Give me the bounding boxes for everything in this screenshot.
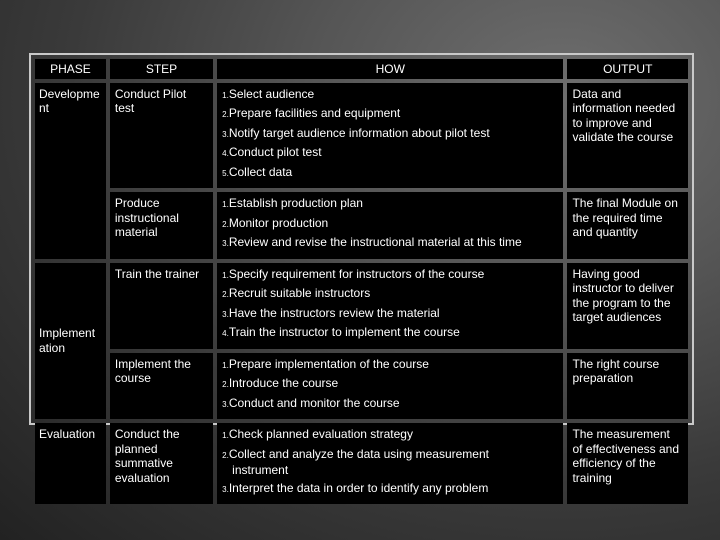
how-item: 2.Recruit suitable instructors: [222, 286, 371, 300]
header-output: OUTPUT: [567, 59, 688, 79]
how-list: [222, 87, 558, 182]
how-item: 1.Establish production plan: [222, 196, 363, 210]
how-item: 3.Interpret the data in order to identify any problem: [222, 480, 489, 495]
phase-cell-implementation: [35, 263, 106, 420]
how-cell: [217, 263, 563, 349]
output-cell: Data and information needed to improve and validate the course: [567, 83, 688, 189]
how-item: 2.Collect and analyze the data using measurement instrument: [222, 446, 489, 477]
output-cell: The right course preparation: [567, 353, 688, 420]
table-row: [35, 192, 688, 259]
phase-label: Evaluation: [39, 427, 96, 441]
table-row: [35, 423, 688, 504]
output-cell: The measurement of effectiveness and efficiency of the training: [567, 423, 688, 504]
how-item: 3.Notify target audience information about pilot test: [222, 125, 490, 140]
how-cell: [217, 353, 563, 420]
how-item: 2.Introduce the course: [222, 376, 339, 390]
table-row: [35, 83, 688, 189]
header-phase: PHASE: [35, 59, 106, 79]
phase-label: Developme nt: [39, 86, 100, 115]
header-step: STEP: [110, 59, 213, 79]
how-item: 5.Collect data: [222, 164, 293, 179]
how-item: 2.Monitor production: [222, 215, 329, 230]
how-item: 4.Conduct pilot test: [222, 145, 322, 159]
step-cell: Train the trainer: [110, 263, 213, 349]
how-list: [222, 267, 558, 342]
output-cell: Having good instructor to deliver the program to the target audiences: [567, 263, 688, 349]
how-item: 2.Prepare facilities and equipment: [222, 106, 401, 120]
how-item: 1.Prepare implementation of the course: [222, 356, 429, 371]
step-cell: Conduct the planned summative evaluation: [110, 423, 213, 504]
phase-label: Implement ation: [39, 326, 96, 355]
how-cell: [217, 83, 563, 189]
how-item: 1.Specify requirement for instructors of the course: [222, 266, 485, 281]
table-row: [35, 353, 688, 420]
phase-cell-development: [35, 83, 106, 259]
step-cell: Produce instructional material: [110, 192, 213, 259]
step-cell: Conduct Pilot test: [110, 83, 213, 189]
output-cell: The final Module on the required time and quantity: [567, 192, 688, 259]
how-item: 3.Conduct and monitor the course: [222, 395, 400, 410]
how-cell: [217, 423, 563, 504]
how-item: 1.Check planned evaluation strategy: [222, 427, 413, 441]
how-item: 1.Select audience: [222, 86, 315, 101]
how-item: 4.Train the instructor to implement the course: [222, 325, 460, 339]
how-item: 3.Have the instructors review the material: [222, 305, 440, 320]
how-cell: [217, 192, 563, 259]
header-how: HOW: [217, 59, 563, 79]
phase-cell-evaluation: [35, 423, 106, 504]
how-list: [222, 427, 558, 497]
step-cell: Implement the course: [110, 353, 213, 420]
table-row: [35, 263, 688, 349]
how-item: 3.Review and revise the instructional material at this time: [222, 235, 522, 249]
how-list: [222, 357, 558, 413]
how-list: [222, 196, 558, 252]
header-row: [35, 59, 688, 79]
phase-step-table: [31, 55, 692, 508]
